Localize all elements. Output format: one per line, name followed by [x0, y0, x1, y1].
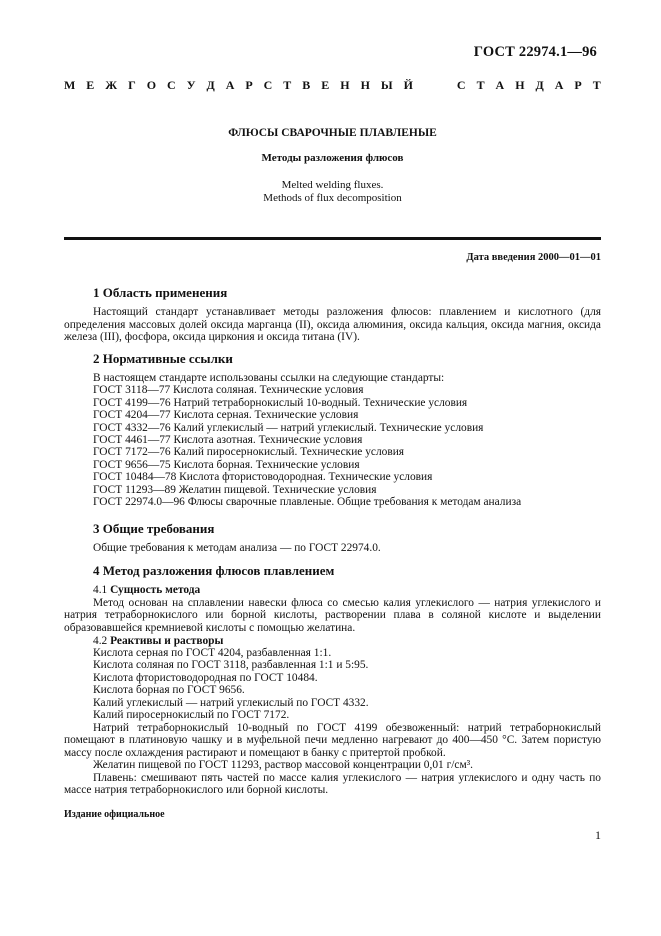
reagent-item: Кислота борная по ГОСТ 9656.: [93, 684, 245, 697]
banner-letter: Р: [574, 78, 582, 92]
introduction-date: Дата введения 2000—01—01: [466, 252, 601, 263]
banner-letter: Е: [86, 78, 95, 92]
section-4-heading: 4 Метод разложения флюсов плавлением: [93, 563, 335, 578]
section-3-heading: 3 Общие требования: [93, 521, 215, 536]
interstate-standard-banner: [64, 78, 601, 93]
reference-item: ГОСТ 4332—76 Калий углекислый — натрий углекислый. Технические условия: [93, 421, 484, 434]
reference-item: ГОСТ 4204—77 Кислота серная. Технические условия: [93, 409, 359, 422]
flux-mixture-text: Плавень: смешивают пять частей по массе калия углекислого — натрия углекислого и одну часть по массе натрия тетраборнокислого или борной кислоты.: [64, 771, 601, 797]
document-subtitle: Методы разложения флюсов: [261, 152, 404, 164]
reagent-item: Калий пиросернокислый по ГОСТ 7172.: [93, 709, 290, 722]
banner-word-gap: [424, 78, 446, 93]
section-1-heading: 1 Область применения: [93, 285, 228, 300]
banner-letter: С: [167, 78, 176, 92]
banner-letter: Ж: [105, 78, 118, 92]
section-3-text: Общие требования к методам анализа — по ГОСТ 22974.0.: [93, 542, 381, 554]
reagents-list: [93, 647, 601, 721]
english-title-line: Methods of flux decomposition: [263, 191, 402, 204]
english-title: [64, 179, 601, 204]
gost-code: ГОСТ 22974.1—96: [473, 44, 597, 60]
reagent-item: Кислота фтористоводородная по ГОСТ 10484.: [93, 671, 318, 684]
banner-letter: М: [64, 78, 76, 92]
banner-letter: С: [456, 78, 466, 92]
reference-item: ГОСТ 22974.0—96 Флюсы сварочные плавленые. Общие требования к методам анализа: [93, 496, 522, 509]
banner-letter: Д: [206, 78, 215, 92]
banner-letter: Н: [360, 78, 370, 92]
reference-item: ГОСТ 9656—75 Кислота борная. Технические условия: [93, 458, 360, 471]
reagent-details: [64, 722, 601, 796]
document-title: ФЛЮСЫ СВАРОЧНЫЕ ПЛАВЛЕНЫЕ: [228, 127, 437, 139]
reagent-item: Кислота соляная по ГОСТ 3118, разбавленная 1:1 и 5:95.: [93, 659, 369, 672]
subsection-4-1-heading: [93, 584, 601, 596]
subsection-title: Реактивы и растворы: [110, 635, 224, 647]
banner-letter: Е: [321, 78, 330, 92]
banner-letter: Т: [476, 78, 485, 92]
reference-item: ГОСТ 3118—77 Кислота соляная. Технические условия: [93, 384, 364, 397]
section-1-text: Настоящий стандарт устанавливает методы разложения флюсов: плавлением и кислотного (для определения массовых долей оксида марганца (II), оксида алюминия, оксида кальция, оксида магния, оксида железа (III), фосфора, оксида циркония и оксида титана (IV).: [64, 306, 601, 344]
banner-letter: Д: [535, 78, 544, 92]
subsection-title: Сущность метода: [110, 584, 201, 596]
gelatin-solution-text: Желатин пищевой по ГОСТ 11293, раствор массовой концентрации 0,01 г/см³.: [93, 759, 473, 772]
subsection-4-1-text: Метод основан на сплавлении навески флюса со смесью калия углекислого — натрия углекислого и натрия тетраборнокислого или борной кислоты, растворении плава в соляной кислоте и выделении образовавшейся кремниевой кислоты с помощью желатина.: [64, 597, 601, 634]
banner-letter: А: [554, 78, 564, 92]
section-2-heading: 2 Нормативные ссылки: [93, 351, 233, 366]
banner-letter: Ы: [380, 78, 393, 92]
official-publication-note: Издание официальное: [64, 809, 165, 820]
page-number: 1: [595, 828, 601, 842]
subsection-number: 4.1: [93, 584, 108, 596]
banner-letter: А: [225, 78, 235, 92]
reference-item: ГОСТ 7172—76 Калий пиросернокислый. Технические условия: [93, 446, 405, 459]
banner-letter: У: [186, 78, 196, 92]
reference-item: ГОСТ 10484—78 Кислота фтористоводородная. Технические условия: [93, 471, 433, 484]
reference-item: ГОСТ 4461—77 Кислота азотная. Технические условия: [93, 434, 363, 447]
banner-letter: Т: [592, 78, 601, 92]
subsection-4-1-text-wrap: [64, 597, 601, 634]
banner-letter: Р: [245, 78, 253, 92]
borax-preparation-text: Натрий тетраборнокислый 10-водный по ГОСТ 4199 обезвоженный: натрий тетраборнокислый помещают в платиновую чашку и в муфельной печи медленно нагревают до 400—450 °С. Затем пористую массу после охлаждения растирают и помещают в банку с притертой пробкой.: [64, 722, 601, 759]
references-list: [93, 372, 601, 508]
subsection-4-2-heading: [93, 635, 601, 647]
banner-letter: А: [495, 78, 505, 92]
reference-item: ГОСТ 11293—89 Желатин пищевой. Технические условия: [93, 483, 377, 496]
references-intro: В настоящем стандарте использованы ссылки на следующие стандарты:: [93, 372, 445, 384]
banner-letter: Й: [403, 78, 413, 92]
reagent-item: Калий углекислый — натрий углекислый по ГОСТ 4332.: [93, 696, 369, 709]
title-divider: [64, 237, 601, 240]
english-title-line: Melted welding fluxes.: [281, 179, 384, 191]
reagent-item: Кислота серная по ГОСТ 4204, разбавленная 1:1.: [93, 647, 332, 659]
banner-letter: Н: [340, 78, 350, 92]
banner-letter: В: [302, 78, 311, 92]
reference-item: ГОСТ 4199—76 Натрий тетраборнокислый 10-водный. Технические условия: [93, 396, 468, 409]
banner-letter: Н: [515, 78, 525, 92]
banner-letter: О: [146, 78, 157, 92]
banner-letter: С: [263, 78, 273, 92]
banner-letter: Т: [283, 78, 292, 92]
banner-letter: Г: [128, 78, 136, 92]
subsection-number: 4.2: [93, 635, 108, 647]
